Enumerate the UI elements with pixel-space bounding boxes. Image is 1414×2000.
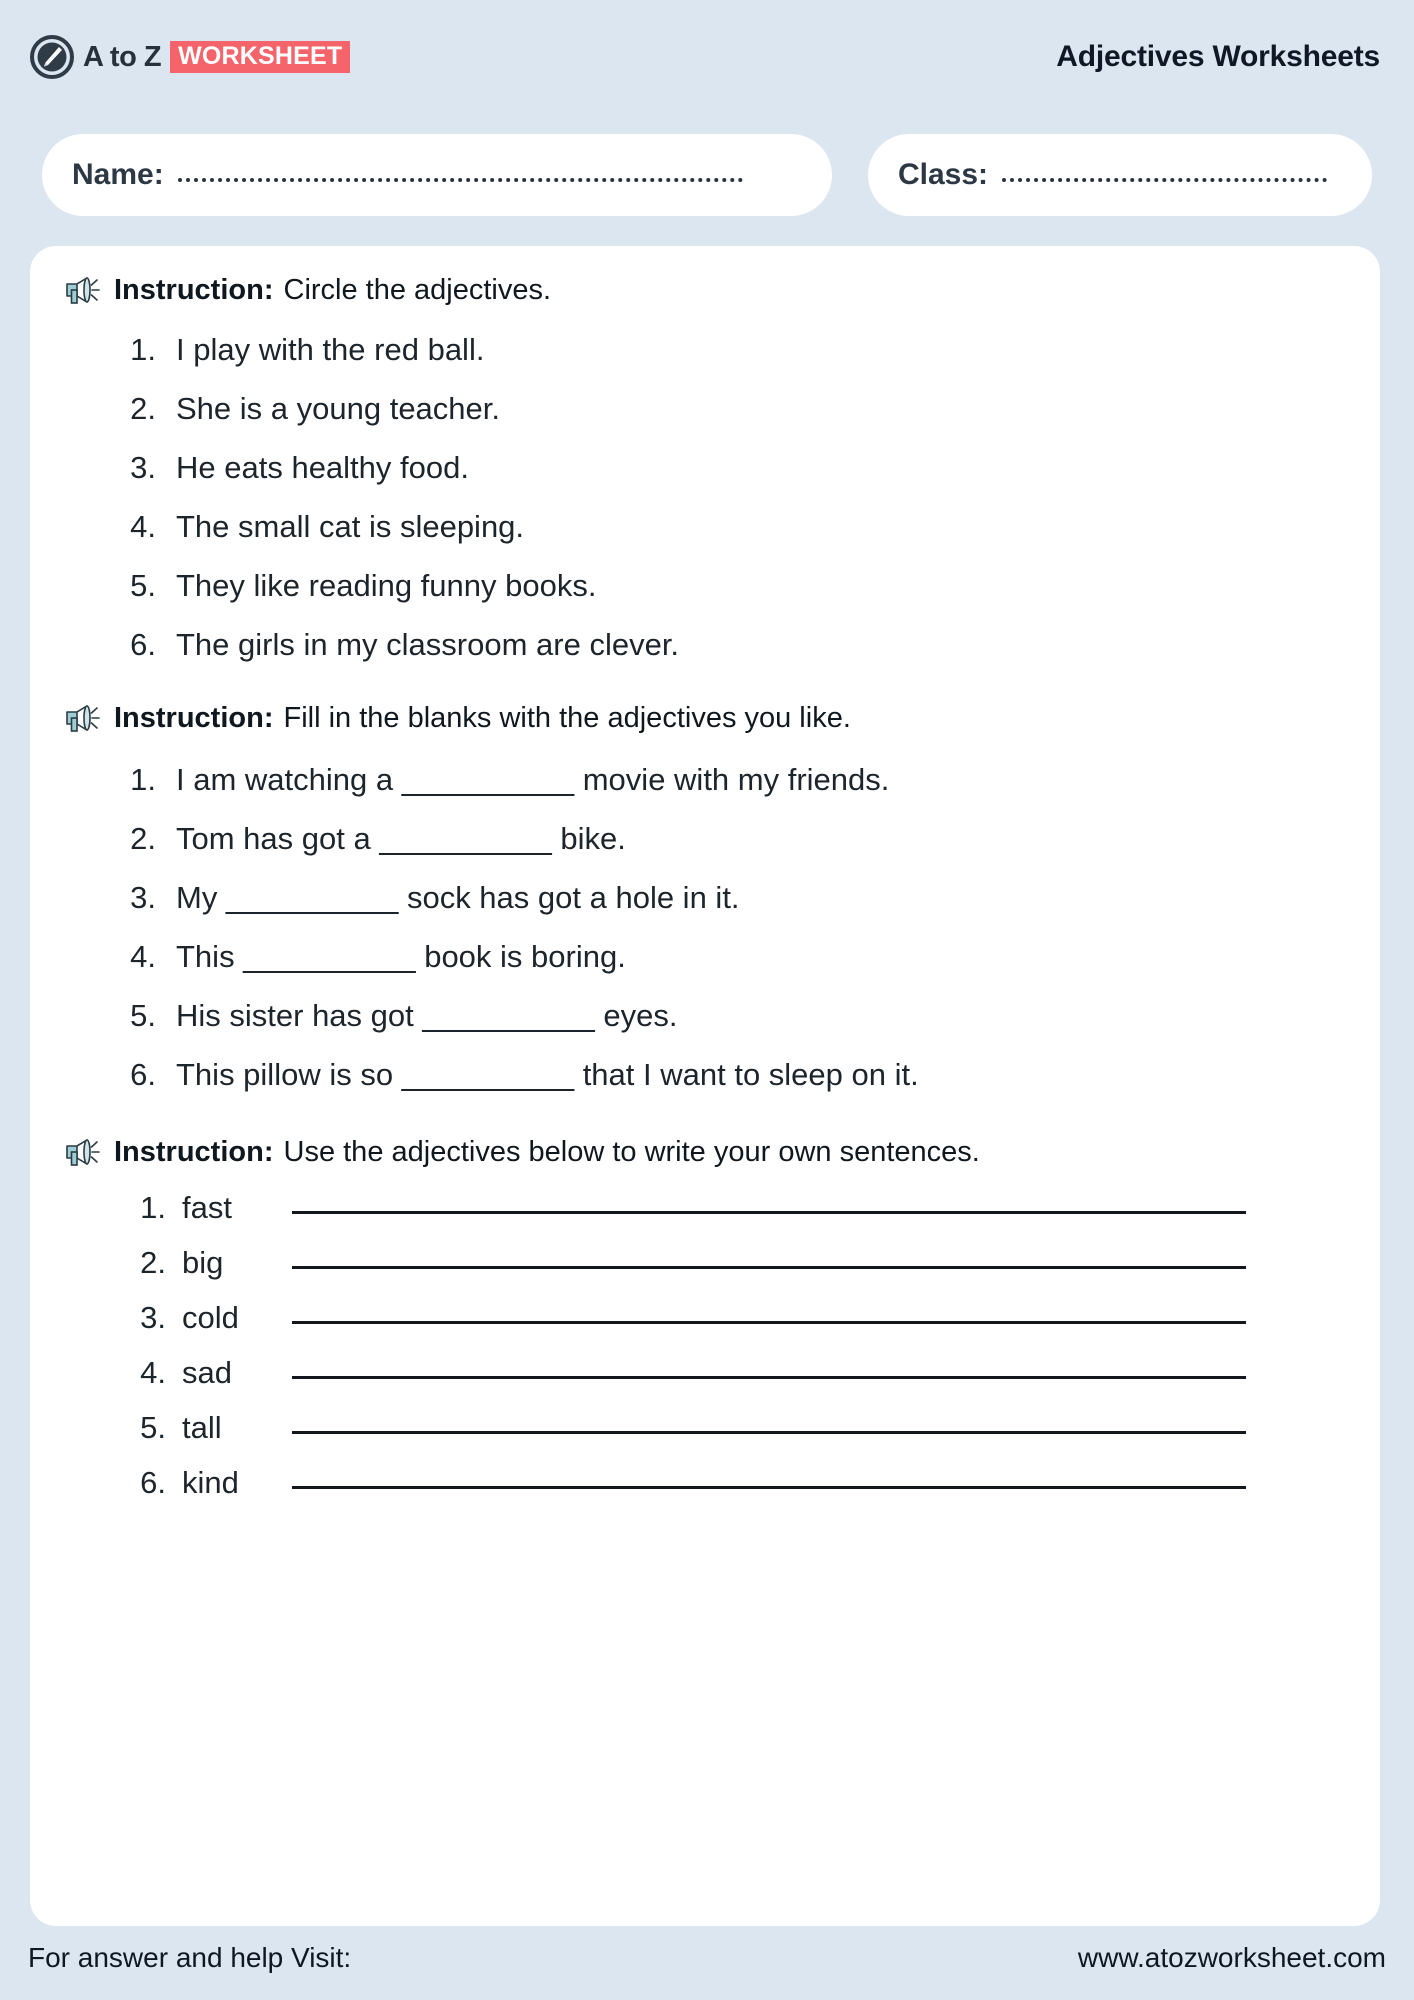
instruction-row-3 [64,1134,1346,1170]
item-number: 2. [130,391,156,426]
item-number: 2. [140,1245,166,1280]
class-input-line[interactable] [1002,162,1327,188]
megaphone-icon [64,1134,104,1170]
name-label: Name: [72,158,164,191]
item-text[interactable]: Tom has got a __________ bike. [176,821,626,856]
item-number: 3. [130,880,156,915]
list-item [64,1467,1346,1498]
list-item [64,629,1346,660]
worksheet-card [30,246,1380,1926]
item-text: She is a young teacher. [176,391,501,426]
answer-write-line[interactable] [292,1188,1246,1214]
item-number: 1. [130,332,156,367]
answer-write-line[interactable] [292,1353,1246,1379]
adjective-word: cold [182,1300,239,1335]
class-label: Class: [898,158,989,191]
item-text[interactable]: His sister has got __________ eyes. [176,998,678,1033]
item-number: 2. [130,821,156,856]
list-item [64,1357,1346,1388]
item-number: 6. [140,1465,166,1500]
page-footer [28,1942,1386,1974]
list-item [64,393,1346,424]
item-number: 5. [130,998,156,1033]
answer-write-line[interactable] [292,1243,1246,1269]
answer-write-line[interactable] [292,1298,1246,1324]
list-item [64,1247,1346,1278]
item-number: 4. [130,939,156,974]
footer-help-text: For answer and help Visit: [28,1942,352,1973]
item-text[interactable]: I am watching a __________ movie with my friends. [176,762,890,797]
item-number: 3. [140,1300,166,1335]
list-item [64,1000,1346,1031]
instruction-label-1: Instruction: [114,273,274,306]
list-item [64,334,1346,365]
item-number: 6. [130,1057,156,1092]
page-header [30,26,1380,88]
question-list-3 [64,1192,1346,1498]
class-field[interactable] [868,134,1372,216]
instruction-row-1 [64,272,1346,308]
item-text: They like reading funny books. [176,568,597,603]
brand-logo[interactable] [30,35,350,79]
list-item [64,570,1346,601]
item-text[interactable]: My __________ sock has got a hole in it. [176,880,740,915]
list-item [64,1059,1346,1090]
item-text[interactable]: This __________ book is boring. [176,939,626,974]
list-item [64,941,1346,972]
name-field[interactable] [42,134,832,216]
adjective-word: tall [182,1410,222,1445]
item-number: 6. [130,627,156,662]
item-number: 3. [130,450,156,485]
list-item [64,511,1346,542]
item-number: 1. [140,1190,166,1225]
list-item [64,1412,1346,1443]
instruction-text-3: Use the adjectives below to write your own sentences. [283,1135,980,1168]
item-text[interactable]: This pillow is so __________ that I want to sleep on it. [176,1057,919,1092]
item-number: 4. [130,509,156,544]
page-title: Adjectives Worksheets [1056,40,1380,73]
list-item [64,452,1346,483]
answer-write-line[interactable] [292,1463,1246,1489]
item-number: 1. [130,762,156,797]
item-number: 4. [140,1355,166,1390]
student-fields [42,134,1372,216]
list-item [64,823,1346,854]
item-text: He eats healthy food. [176,450,469,485]
instruction-label-3: Instruction: [114,1135,274,1168]
item-text: The girls in my classroom are clever. [176,627,680,662]
name-input-line[interactable] [178,162,743,188]
adjective-word: big [182,1245,224,1280]
question-list-1 [64,334,1346,660]
pen-in-circle-logo-icon [30,35,74,79]
answer-write-line[interactable] [292,1408,1246,1434]
megaphone-icon [64,700,104,736]
instruction-label-2: Instruction: [114,701,274,734]
megaphone-icon [64,272,104,308]
list-item [64,764,1346,795]
footer-website-link[interactable]: www.atozworksheet.com [1077,1942,1386,1973]
instruction-text-2: Fill in the blanks with the adjectives you like. [283,701,851,734]
adjective-word: sad [182,1355,232,1390]
item-text: The small cat is sleeping. [176,509,525,544]
brand-tag: WORKSHEET [170,41,350,73]
item-text: I play with the red ball. [176,332,485,367]
instruction-text-1: Circle the adjectives. [283,273,552,306]
brand-name: A to Z [83,40,162,73]
item-number: 5. [130,568,156,603]
list-item [64,1192,1346,1223]
adjective-word: fast [182,1190,232,1225]
adjective-word: kind [182,1465,239,1500]
question-list-2 [64,764,1346,1090]
item-number: 5. [140,1410,166,1445]
instruction-row-2 [64,700,1346,736]
list-item [64,1302,1346,1333]
list-item [64,882,1346,913]
